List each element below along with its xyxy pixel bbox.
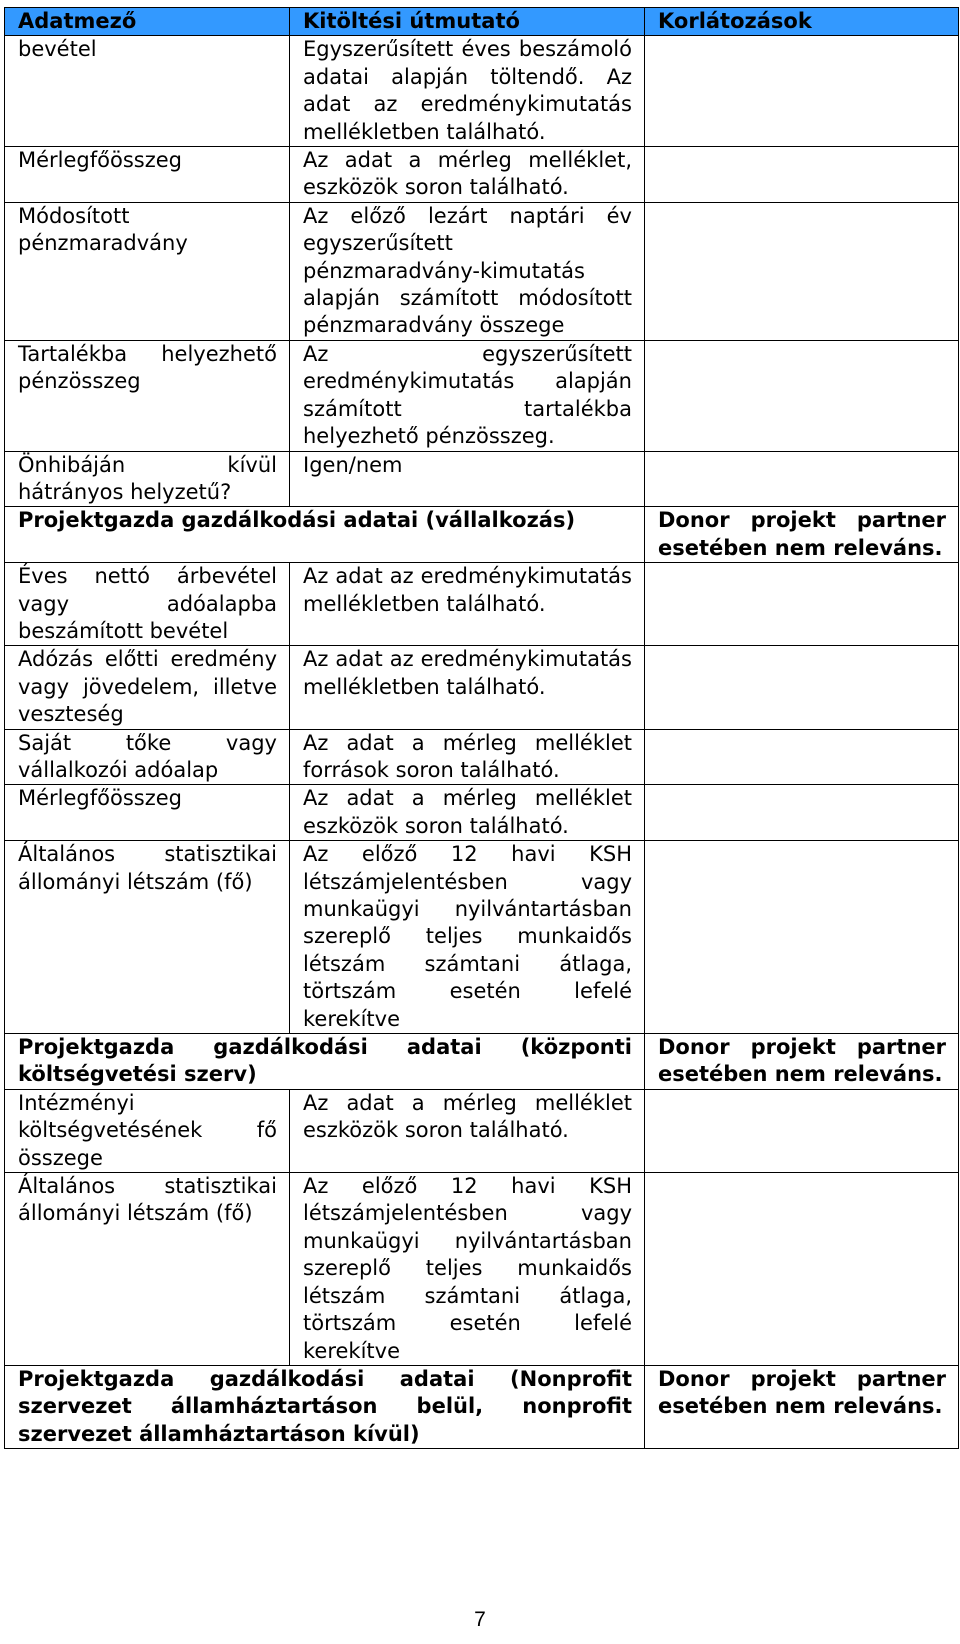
section-limit: Donor projekt partner esetében nem releváns. [645,1034,959,1090]
limit-cell [645,340,959,451]
guide-cell: Egyszerűsített éves beszámoló adatai alapján töltendő. Az adat az eredménykimutatás mellékletben található. [290,36,645,147]
section-title: Projektgazda gazdálkodási adatai (Nonprofit szervezet államháztartáson belül, nonprofit szervezet államháztartáson kívül) [5,1365,645,1448]
field-cell: Általános statisztikai állományi létszám (fő) [5,841,290,1034]
section-title: Projektgazda gazdálkodási adatai (központi költségvetési szerv) [5,1034,645,1090]
field-cell: Mérlegfőösszeg [5,785,290,841]
field-cell: Éves nettó árbevétel vagy adóalapba beszámított bevétel [5,563,290,646]
field-cell: bevétel [5,36,290,147]
table-row [5,729,959,785]
header-field: Adatmező [5,8,290,36]
table-row [5,36,959,147]
table-row [5,841,959,1034]
guide-cell: Az adat a mérleg melléklet eszközök soron található. [290,785,645,841]
table-row [5,451,959,507]
table-row [5,563,959,646]
guide-cell: Az adat a mérleg melléklet források soron található. [290,729,645,785]
table-row [5,785,959,841]
guide-cell: Igen/nem [290,451,645,507]
section-limit: Donor projekt partner esetében nem releváns. [645,1365,959,1448]
field-cell: Intézményi költségvetésének fő összege [5,1089,290,1172]
field-cell: Módosított pénzmaradvány [5,202,290,340]
limit-cell [645,841,959,1034]
section-title: Projektgazda gazdálkodási adatai (vállalkozás) [5,507,645,563]
field-cell: Önhibáján kívül hátrányos helyzetű? [5,451,290,507]
guide-cell: Az adat az eredménykimutatás mellékletben található. [290,646,645,729]
guide-cell: Az adat a mérleg melléklet eszközök soron található. [290,1089,645,1172]
guide-cell: Az előző lezárt naptári év egyszerűsített pénzmaradvány-kimutatás alapján számított módosított pénzmaradvány összege [290,202,645,340]
field-cell: Mérlegfőösszeg [5,147,290,203]
section-row-business [5,507,959,563]
guide-cell: Az adat az eredménykimutatás mellékletben található. [290,563,645,646]
guide-cell: Az előző 12 havi KSH létszámjelentésben vagy munkaügyi nyilvántartásban szereplő teljes munkaidős létszám számtani átlaga, törtszám esetén lefelé kerekítve [290,1173,645,1366]
limit-cell [645,202,959,340]
limit-cell [645,1173,959,1366]
page-number: 7 [474,1608,486,1631]
header-limit: Korlátozások [645,8,959,36]
section-limit: Donor projekt partner esetében nem releváns. [645,507,959,563]
limit-cell [645,147,959,203]
limit-cell [645,563,959,646]
table-row [5,1173,959,1366]
table-row [5,147,959,203]
data-guide-table [4,7,959,1449]
field-cell: Saját tőke vagy vállalkozói adóalap [5,729,290,785]
field-cell: Tartalékba helyezhető pénzösszeg [5,340,290,451]
table-row [5,202,959,340]
limit-cell [645,785,959,841]
limit-cell [645,36,959,147]
limit-cell [645,646,959,729]
header-guide: Kitöltési útmutató [290,8,645,36]
guide-cell: Az egyszerűsített eredménykimutatás alapján számított tartalékba helyezhető pénzösszeg. [290,340,645,451]
table-row [5,1089,959,1172]
field-cell: Általános statisztikai állományi létszám (fő) [5,1173,290,1366]
field-cell: Adózás előtti eredmény vagy jövedelem, illetve veszteség [5,646,290,729]
guide-cell: Az előző 12 havi KSH létszámjelentésben vagy munkaügyi nyilvántartásban szereplő teljes munkaidős létszám számtani átlaga, törtszám esetén lefelé kerekítve [290,841,645,1034]
table-row [5,340,959,451]
table-row [5,646,959,729]
limit-cell [645,729,959,785]
section-row-nonprofit [5,1365,959,1448]
section-row-central [5,1034,959,1090]
document-page [4,7,958,1449]
limit-cell [645,451,959,507]
guide-cell: Az adat a mérleg melléklet, eszközök soron található. [290,147,645,203]
limit-cell [645,1089,959,1172]
table-header-row [5,8,959,36]
